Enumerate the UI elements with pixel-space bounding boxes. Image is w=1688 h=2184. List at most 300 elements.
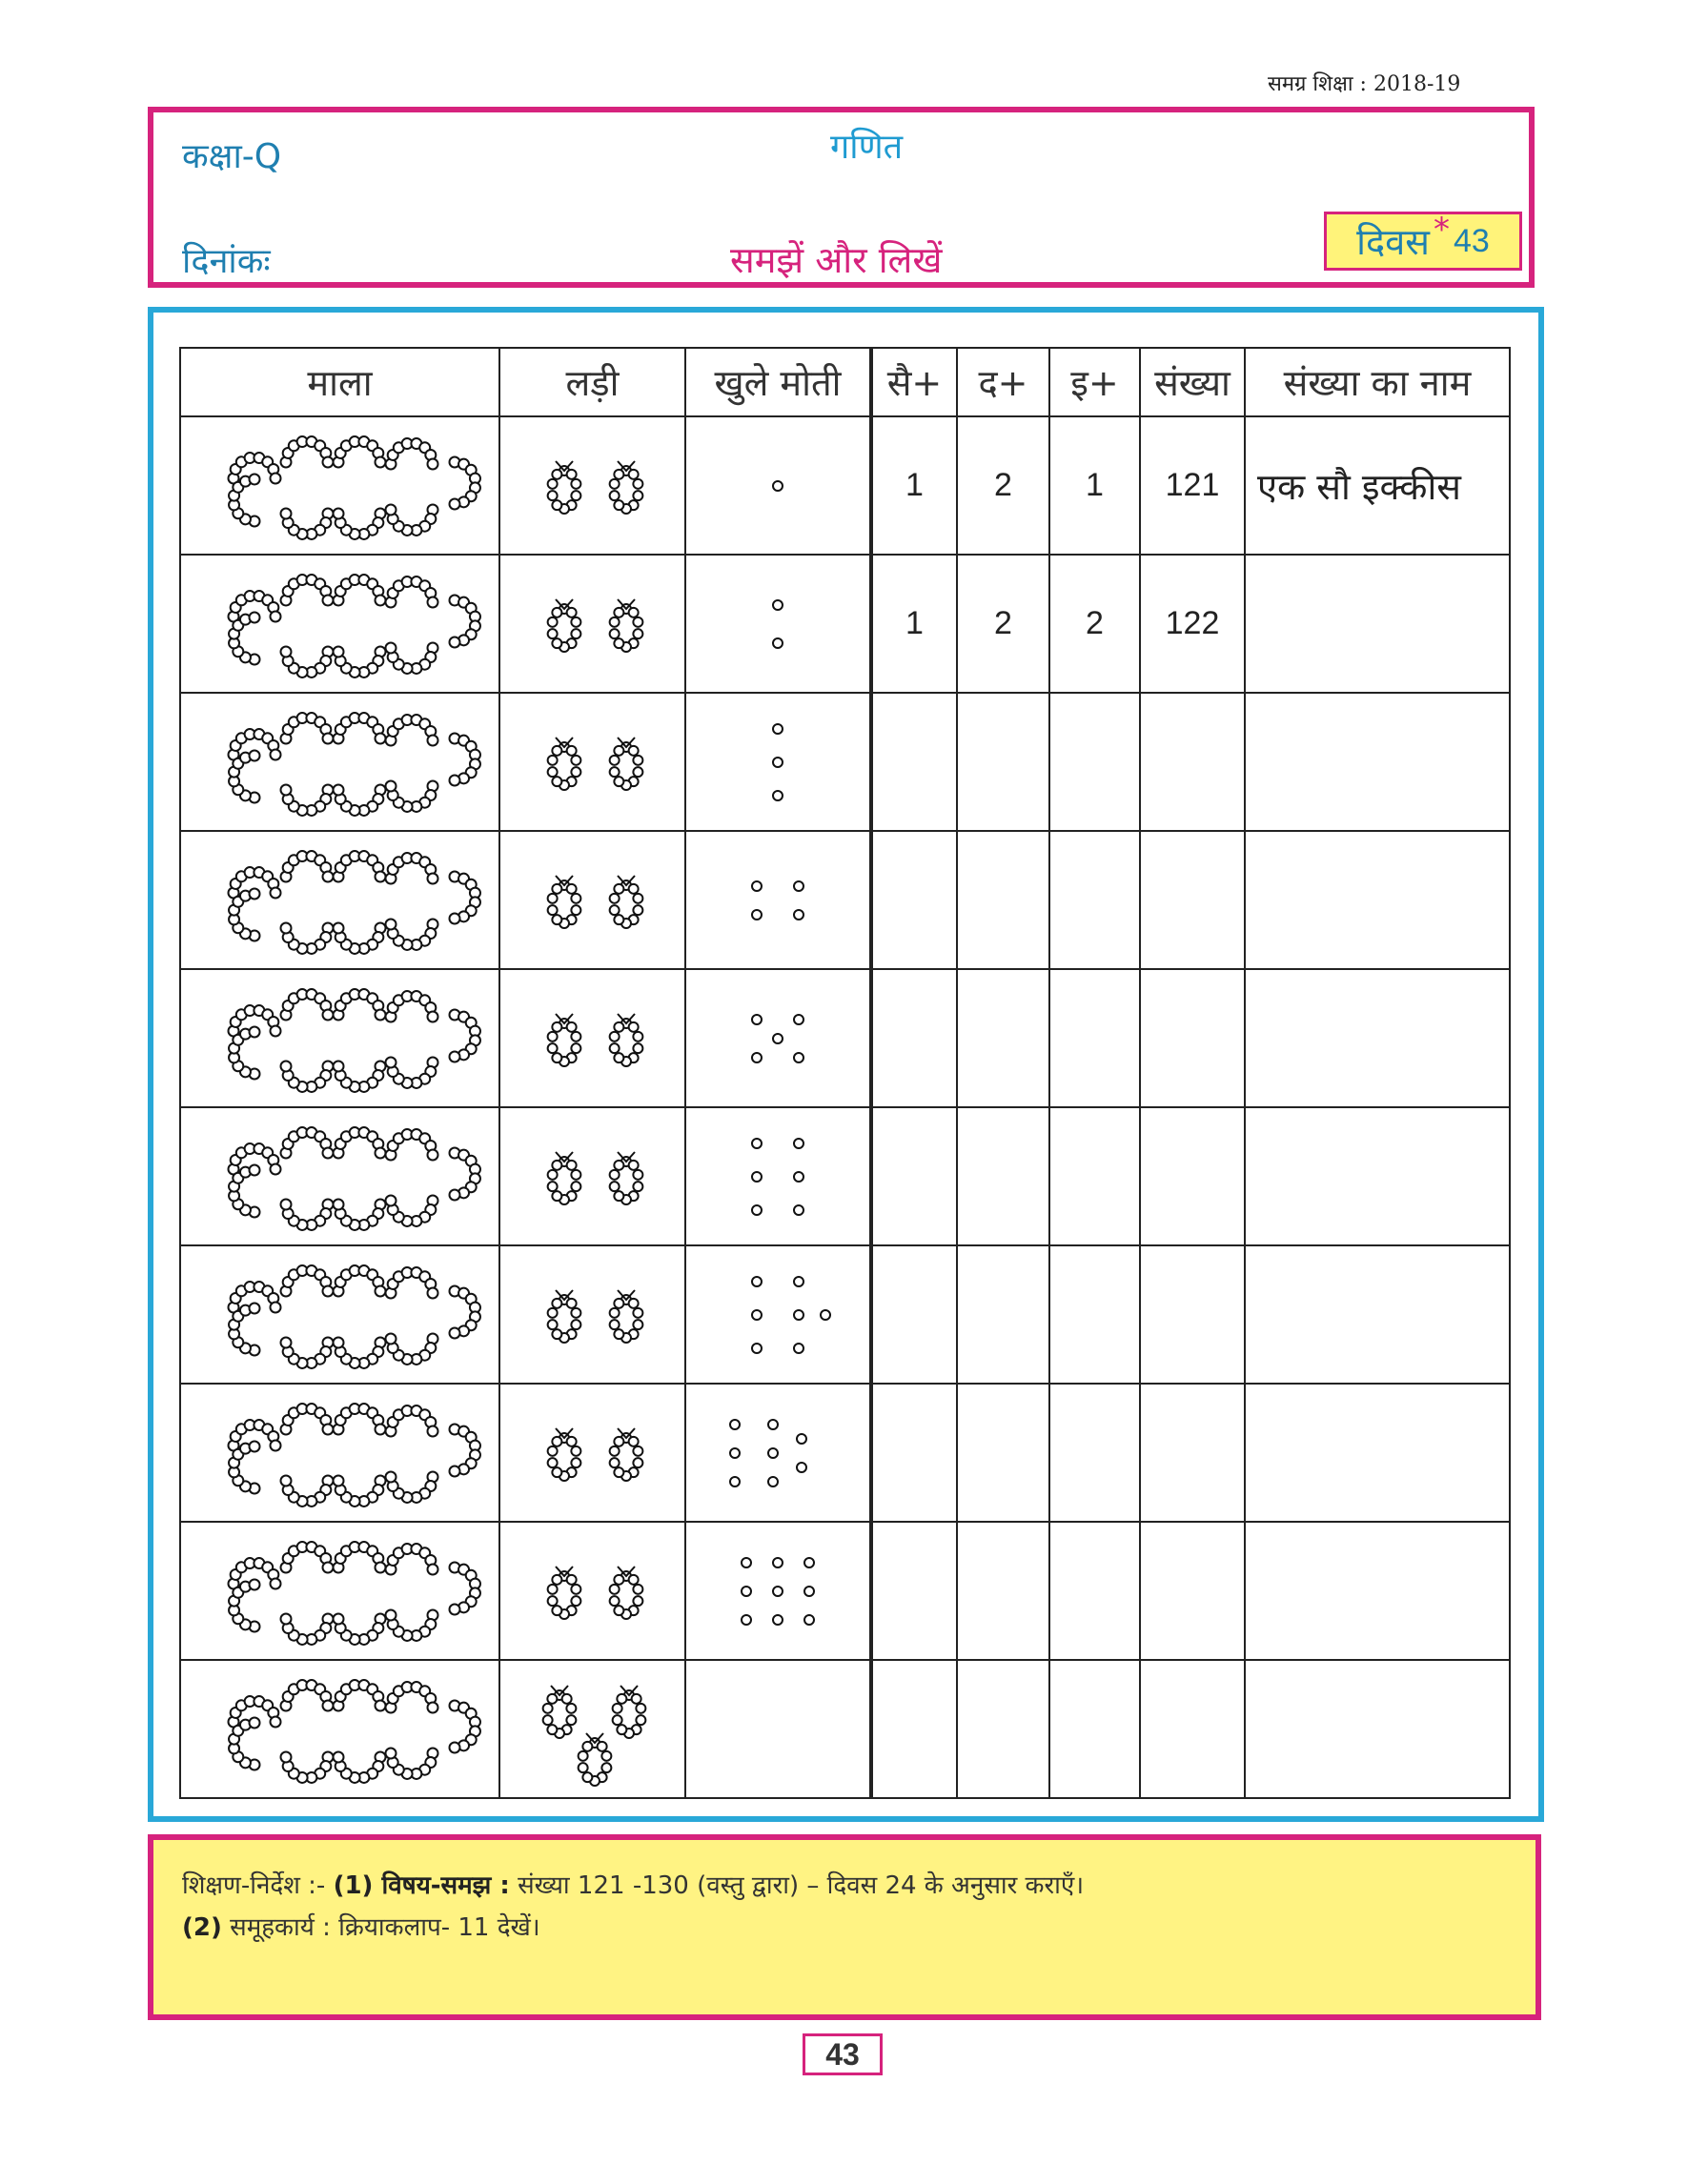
ones-cell[interactable]: [1049, 1660, 1140, 1798]
ones-cell[interactable]: [1049, 1522, 1140, 1660]
col-header-name: संख्या का नाम: [1245, 348, 1510, 416]
garland-bead: [249, 751, 259, 761]
instruction-1-title: (1) विषय-समझ :: [333, 1871, 510, 1900]
day-star: *: [1434, 211, 1450, 249]
tens-cell[interactable]: 2: [957, 555, 1049, 693]
strands-drawing: [517, 562, 669, 686]
bead-strand: [609, 1014, 642, 1066]
garland-bead: [280, 1200, 291, 1210]
garland-cell: [180, 831, 499, 969]
garland-bead: [449, 499, 459, 510]
garland-drawing: [197, 979, 483, 1098]
strands-drawing: [517, 1391, 669, 1515]
bead-strand: [578, 1733, 611, 1786]
number-cell[interactable]: [1140, 693, 1245, 831]
garland-bead: [249, 1027, 259, 1038]
garland-bead: [427, 1703, 437, 1713]
garland-bead: [385, 1334, 396, 1345]
bead-strand: [609, 1152, 642, 1204]
bead-strand: [547, 1152, 580, 1204]
bead-strand: [612, 1686, 645, 1738]
garland-bead: [375, 734, 385, 744]
garland-bead: [385, 1610, 396, 1621]
hundreds-cell[interactable]: [871, 1245, 957, 1384]
number-name-cell[interactable]: [1245, 693, 1510, 831]
garland-drawing: [197, 1669, 483, 1789]
number-name-cell[interactable]: [1245, 1107, 1510, 1245]
table-row: [180, 831, 1510, 969]
loose-beads-drawing: [702, 1529, 854, 1653]
loose-bead: [794, 1310, 803, 1320]
ones-cell[interactable]: [1049, 969, 1140, 1107]
number-cell[interactable]: 122: [1140, 555, 1245, 693]
garland-bead: [427, 1426, 437, 1437]
hundreds-cell[interactable]: [871, 693, 957, 831]
number-name-cell[interactable]: [1245, 831, 1510, 969]
table-row: [180, 969, 1510, 1107]
loose-bead: [752, 881, 762, 891]
bead-table: [179, 347, 1511, 1799]
loose-bead: [773, 758, 783, 767]
strand-cell: [499, 969, 685, 1107]
loose-beads-cell: [685, 1522, 871, 1660]
day-label: दिवस: [1356, 221, 1430, 263]
garland-bead: [280, 785, 291, 796]
ones-cell[interactable]: [1049, 1107, 1140, 1245]
garland-drawing: [197, 1117, 483, 1236]
loose-beads-cell: [685, 693, 871, 831]
loose-bead: [752, 1172, 762, 1182]
garland-bead: [270, 888, 280, 899]
table-row: [180, 1245, 1510, 1384]
col-header-ones: इ+: [1049, 348, 1140, 416]
ones-cell[interactable]: 1: [1049, 416, 1140, 555]
loose-beads-cell: [685, 555, 871, 693]
garland-bead: [375, 457, 385, 468]
loose-bead: [730, 1420, 740, 1429]
loose-beads-drawing: [702, 1253, 854, 1377]
garland-bead: [249, 1165, 259, 1176]
garland-drawing: [197, 840, 483, 960]
loose-bead: [773, 481, 783, 491]
garland-bead: [385, 1196, 396, 1206]
garland-bead: [375, 1148, 385, 1159]
strand-cell: [499, 693, 685, 831]
col-header-number: संख्या: [1140, 348, 1245, 416]
ones-cell[interactable]: [1049, 1384, 1140, 1522]
garland-bead: [270, 1026, 280, 1037]
bead-strand: [609, 738, 642, 790]
instruction-2-text: समूहकार्य : क्रियाकलाप- 11 देखें।: [230, 1913, 540, 1942]
garland-bead: [333, 1062, 343, 1072]
garland-bead: [449, 1466, 459, 1477]
loose-bead: [742, 1558, 751, 1567]
table-row: [180, 1384, 1510, 1522]
garland-cell: [180, 1522, 499, 1660]
worksheet-heading: समझें और लिखें: [730, 239, 943, 281]
tens-cell[interactable]: [957, 1245, 1049, 1384]
col-header-ladi: लड़ी: [499, 348, 685, 416]
loose-bead: [752, 1344, 762, 1353]
garland-bead: [333, 785, 343, 796]
garland-cell: [180, 1660, 499, 1798]
garland-bead: [280, 1062, 291, 1072]
strand-cell: [499, 555, 685, 693]
garland-bead: [375, 1563, 385, 1573]
number-cell[interactable]: [1140, 969, 1245, 1107]
garland-bead: [427, 1150, 437, 1161]
strand-cell: [499, 416, 685, 555]
bead-strand: [542, 1686, 576, 1738]
strand-cell: [499, 1522, 685, 1660]
loose-bead: [794, 1172, 803, 1182]
strands-drawing: [517, 1529, 669, 1653]
class-label: कक्षा-Q: [182, 137, 282, 176]
strands-drawing: [517, 1668, 669, 1791]
loose-bead: [773, 1558, 783, 1567]
subject-title: गणित: [830, 128, 904, 167]
strands-drawing: [517, 1253, 669, 1377]
number-name-cell[interactable]: [1245, 1384, 1510, 1522]
bead-strand: [609, 1567, 642, 1619]
loose-bead: [773, 1615, 783, 1625]
loose-beads-drawing: [702, 424, 854, 548]
loose-bead: [768, 1448, 778, 1458]
loose-bead: [821, 1310, 830, 1320]
ones-cell[interactable]: 2: [1049, 555, 1140, 693]
loose-beads-drawing: [702, 1391, 854, 1515]
tens-cell[interactable]: [957, 1384, 1049, 1522]
loose-beads-drawing: [702, 977, 854, 1101]
loose-bead: [794, 1277, 803, 1286]
hundreds-cell[interactable]: [871, 831, 957, 969]
garland-bead: [385, 920, 396, 930]
date-label: दिनांकः: [182, 242, 271, 281]
garland-bead: [270, 750, 280, 760]
garland-bead: [427, 1012, 437, 1022]
strands-drawing: [517, 424, 669, 548]
loose-bead: [742, 1587, 751, 1596]
garland-bead: [427, 459, 437, 470]
number-name-cell[interactable]: [1245, 969, 1510, 1107]
garland-bead: [322, 734, 333, 744]
strand-cell: [499, 831, 685, 969]
loose-beads-cell: [685, 831, 871, 969]
bead-strand: [609, 461, 642, 514]
loose-bead: [804, 1558, 814, 1567]
bead-strand: [609, 876, 642, 928]
garland-bead: [333, 1338, 343, 1348]
garland-bead: [427, 874, 437, 884]
garland-cell: [180, 1245, 499, 1384]
loose-bead: [768, 1420, 778, 1429]
number-cell[interactable]: 121: [1140, 416, 1245, 555]
bead-strand: [609, 1428, 642, 1481]
loose-bead: [804, 1587, 814, 1596]
garland-bead: [385, 1058, 396, 1068]
garland-bead: [322, 1286, 333, 1297]
bead-strand: [547, 461, 580, 514]
garland-bead: [333, 1476, 343, 1486]
garland-bead: [375, 872, 385, 882]
garland-bead: [427, 736, 437, 746]
garland-bead: [249, 613, 259, 623]
bead-strand: [547, 1290, 580, 1343]
bead-strand: [547, 738, 580, 790]
header-box: [148, 107, 1535, 288]
tens-cell[interactable]: [957, 831, 1049, 969]
loose-bead: [742, 1615, 751, 1625]
number-cell[interactable]: [1140, 1245, 1245, 1384]
table-row: [180, 1660, 1510, 1798]
loose-bead: [768, 1477, 778, 1486]
garland-bead: [322, 1010, 333, 1021]
garland-bead: [249, 1442, 259, 1452]
table-header-row: [180, 348, 1510, 416]
loose-beads-drawing: [702, 562, 854, 686]
number-cell[interactable]: [1140, 1107, 1245, 1245]
strands-drawing: [517, 1115, 669, 1239]
hundreds-cell[interactable]: [871, 969, 957, 1107]
garland-bead: [280, 923, 291, 934]
loose-bead: [794, 1015, 803, 1024]
garland-bead: [270, 1579, 280, 1589]
ones-cell[interactable]: [1049, 693, 1140, 831]
number-name-cell[interactable]: [1245, 1522, 1510, 1660]
number-cell[interactable]: [1140, 831, 1245, 969]
bead-strand: [547, 1567, 580, 1619]
garland-bead: [333, 647, 343, 657]
garland-bead: [270, 474, 280, 484]
loose-bead: [752, 910, 762, 920]
garland-bead: [385, 1749, 396, 1759]
hundreds-cell[interactable]: [871, 1660, 957, 1798]
garland-bead: [249, 475, 259, 485]
garland-bead: [333, 1614, 343, 1625]
loose-bead: [752, 1277, 762, 1286]
loose-bead: [752, 1053, 762, 1062]
garland-bead: [280, 1614, 291, 1625]
loose-bead: [797, 1463, 806, 1472]
garland-cell: [180, 416, 499, 555]
loose-bead: [794, 1139, 803, 1148]
garland-bead: [427, 597, 437, 608]
garland-bead: [270, 1717, 280, 1728]
number-name-cell[interactable]: एक सौ इक्कीस: [1245, 416, 1510, 555]
loose-bead: [752, 1310, 762, 1320]
garland-bead: [322, 1148, 333, 1159]
garland-bead: [375, 1010, 385, 1021]
garland-bead: [449, 914, 459, 924]
tens-cell[interactable]: 2: [957, 416, 1049, 555]
garland-bead: [449, 1052, 459, 1062]
bead-strand: [547, 599, 580, 652]
garland-bead: [270, 1441, 280, 1451]
garland-bead: [280, 1752, 291, 1763]
garland-cell: [180, 555, 499, 693]
tens-cell[interactable]: [957, 1522, 1049, 1660]
garland-bead: [322, 872, 333, 882]
garland-bead: [280, 647, 291, 657]
garland-bead: [427, 1288, 437, 1299]
strands-drawing: [517, 700, 669, 824]
loose-bead: [794, 881, 803, 891]
table-row: [180, 416, 1510, 555]
garland-bead: [322, 596, 333, 606]
hundreds-cell[interactable]: 1: [871, 416, 957, 555]
col-header-loose: खुले मोती: [685, 348, 871, 416]
loose-bead: [752, 1205, 762, 1215]
garland-bead: [322, 457, 333, 468]
number-name-cell[interactable]: [1245, 555, 1510, 693]
loose-bead: [794, 910, 803, 920]
loose-beads-cell: [685, 416, 871, 555]
garland-bead: [385, 1472, 396, 1483]
garland-bead: [385, 505, 396, 516]
strands-drawing: [517, 839, 669, 962]
garland-cell: [180, 1384, 499, 1522]
loose-beads-cell: [685, 1384, 871, 1522]
garland-drawing: [197, 1393, 483, 1512]
bead-strand: [609, 1290, 642, 1343]
bead-strand: [547, 1014, 580, 1066]
garland-bead: [427, 1565, 437, 1575]
tens-cell[interactable]: [957, 1107, 1049, 1245]
loose-beads-drawing: [702, 700, 854, 824]
strand-cell: [499, 1245, 685, 1384]
garland-bead: [449, 637, 459, 648]
loose-bead: [797, 1434, 806, 1444]
garland-bead: [449, 1328, 459, 1339]
garland-bead: [249, 1718, 259, 1729]
number-name-cell[interactable]: [1245, 1245, 1510, 1384]
loose-bead: [752, 1139, 762, 1148]
loose-bead: [794, 1205, 803, 1215]
col-header-tens: द+: [957, 348, 1049, 416]
strand-cell: [499, 1107, 685, 1245]
number-name-cell[interactable]: [1245, 1660, 1510, 1798]
number-cell[interactable]: [1140, 1522, 1245, 1660]
garland-drawing: [197, 1531, 483, 1650]
garland-bead: [375, 596, 385, 606]
garland-drawing: [197, 702, 483, 821]
table-row: [180, 1107, 1510, 1245]
garland-bead: [322, 1425, 333, 1435]
number-cell[interactable]: [1140, 1384, 1245, 1522]
strands-drawing: [517, 977, 669, 1101]
tens-cell[interactable]: [957, 693, 1049, 831]
bead-strand: [609, 599, 642, 652]
day-badge: [1324, 212, 1522, 271]
loose-bead: [773, 1034, 783, 1043]
loose-bead: [773, 638, 783, 648]
bead-strand: [547, 876, 580, 928]
garland-bead: [322, 1701, 333, 1711]
loose-bead: [773, 724, 783, 734]
garland-drawing: [197, 564, 483, 683]
hundreds-cell[interactable]: [871, 1522, 957, 1660]
garland-drawing: [197, 1255, 483, 1374]
garland-bead: [449, 776, 459, 786]
hundreds-cell[interactable]: [871, 1384, 957, 1522]
garland-bead: [270, 1164, 280, 1175]
garland-bead: [333, 1200, 343, 1210]
loose-bead: [804, 1615, 814, 1625]
teaching-instructions: [148, 1834, 1541, 2020]
garland-bead: [333, 923, 343, 934]
garland-bead: [249, 1304, 259, 1314]
header-meta: समग्र शिक्षा : 2018-19: [1268, 72, 1461, 96]
day-number: 43: [1454, 222, 1490, 259]
number-cell[interactable]: [1140, 1660, 1245, 1798]
bead-strand: [547, 1428, 580, 1481]
tens-cell[interactable]: [957, 1660, 1049, 1798]
col-header-mala: माला: [180, 348, 499, 416]
page-number: 43: [803, 2033, 883, 2075]
loose-beads-drawing: [702, 839, 854, 962]
garland-bead: [449, 1743, 459, 1753]
garland-bead: [449, 1190, 459, 1201]
table-row: [180, 693, 1510, 831]
ones-cell[interactable]: [1049, 1245, 1140, 1384]
loose-bead: [773, 600, 783, 610]
loose-beads-drawing: [702, 1115, 854, 1239]
instruction-prefix: शिक्षण-निर्देश :-: [182, 1871, 326, 1900]
loose-beads-cell: [685, 1660, 871, 1798]
ones-cell[interactable]: [1049, 831, 1140, 969]
loose-beads-drawing: [702, 1668, 854, 1791]
garland-bead: [385, 643, 396, 654]
garland-cell: [180, 693, 499, 831]
garland-bead: [333, 1752, 343, 1763]
garland-bead: [322, 1563, 333, 1573]
garland-bead: [249, 889, 259, 900]
garland-bead: [333, 509, 343, 519]
garland-bead: [270, 612, 280, 622]
garland-cell: [180, 1107, 499, 1245]
garland-cell: [180, 969, 499, 1107]
loose-bead: [773, 791, 783, 800]
loose-bead: [730, 1448, 740, 1458]
garland-bead: [385, 781, 396, 792]
tens-cell[interactable]: [957, 969, 1049, 1107]
garland-bead: [449, 1605, 459, 1615]
loose-bead: [752, 1015, 762, 1024]
garland-bead: [270, 1303, 280, 1313]
garland-bead: [280, 509, 291, 519]
garland-bead: [375, 1701, 385, 1711]
loose-bead: [730, 1477, 740, 1486]
garland-drawing: [197, 426, 483, 545]
garland-bead: [375, 1425, 385, 1435]
col-header-hundreds: सै+: [871, 348, 957, 416]
loose-bead: [794, 1053, 803, 1062]
garland-bead: [249, 1580, 259, 1590]
loose-beads-cell: [685, 1245, 871, 1384]
hundreds-cell[interactable]: [871, 1107, 957, 1245]
loose-beads-cell: [685, 1107, 871, 1245]
garland-bead: [375, 1286, 385, 1297]
strand-cell: [499, 1660, 685, 1798]
table-row: [180, 1522, 1510, 1660]
table-row: [180, 555, 1510, 693]
instruction-2-number: (2): [182, 1913, 222, 1942]
hundreds-cell[interactable]: 1: [871, 555, 957, 693]
instruction-1-text: संख्या 121 -130 (वस्तु द्वारा) – दिवस 24 के अनुसार कराएँ।: [518, 1871, 1085, 1900]
loose-bead: [794, 1344, 803, 1353]
loose-bead: [773, 1587, 783, 1596]
garland-bead: [280, 1476, 291, 1486]
